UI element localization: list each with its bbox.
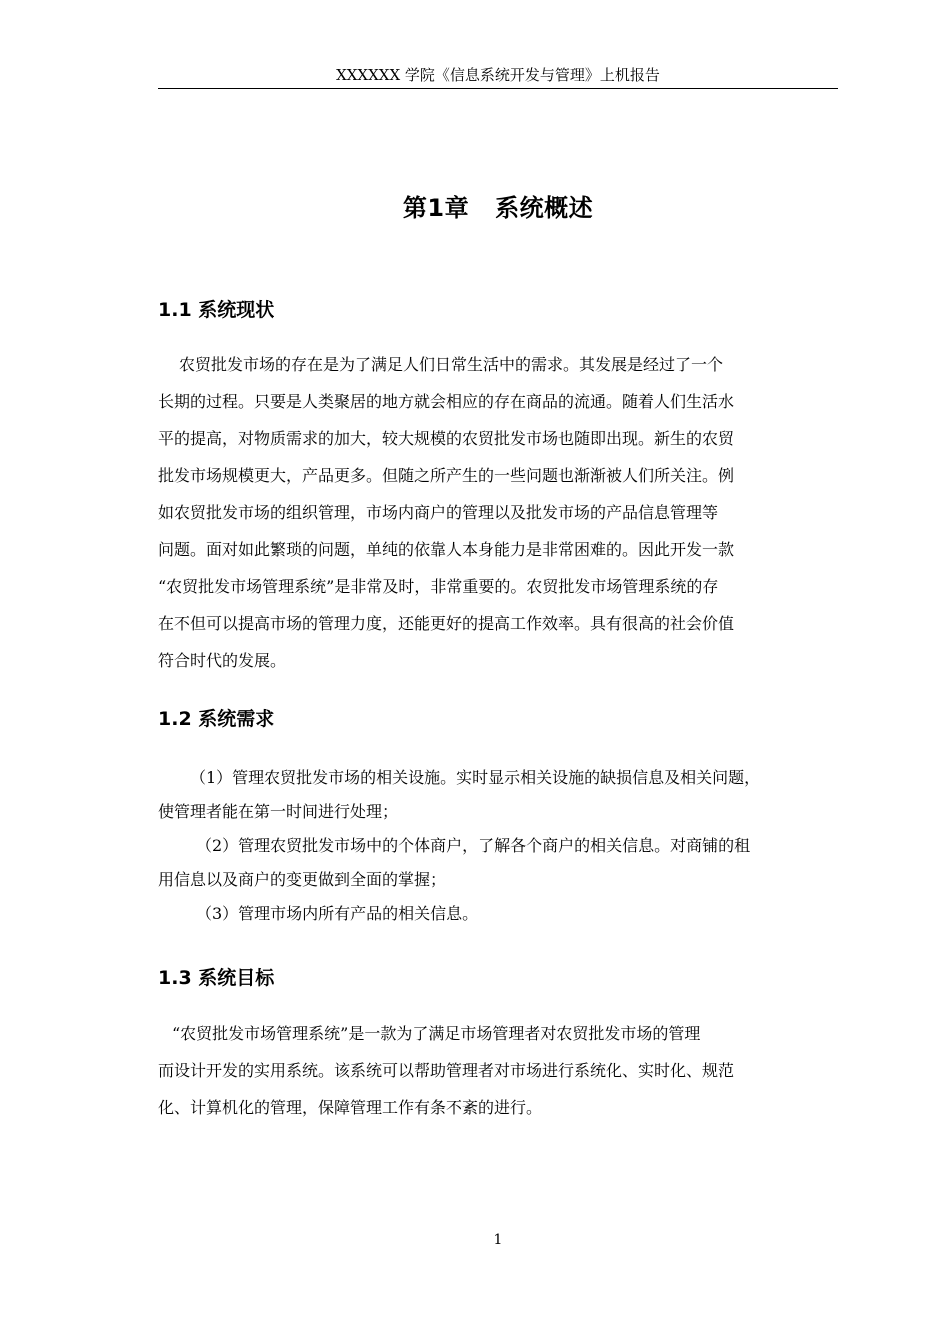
- paragraph-line: “农贸批发市场管理系统”是非常及时，非常重要的。农贸批发市场管理系统的存: [158, 577, 719, 596]
- section-heading-1-3: 1.3 系统目标: [158, 967, 275, 989]
- section-body-1-1: [158, 346, 838, 679]
- paragraph-line: 批发市场规模更大，产品更多。但随之所产生的一些问题也渐渐被人们所关注。例: [158, 466, 735, 485]
- page-number: 1: [493, 1232, 503, 1248]
- section-heading-1-1: 1.1 系统现状: [158, 299, 275, 321]
- paragraph-line: 长期的过程。只要是人类聚居的地方就会相应的存在商品的流通。随着人们生活水: [158, 392, 735, 411]
- chapter-number: 第1章: [402, 194, 470, 222]
- paragraph-line: 问题。面对如此繁琐的问题，单纯的依靠人本身能力是非常困难的。因此开发一款: [158, 540, 735, 559]
- section-body-1-2: [158, 761, 838, 931]
- header-rule: [158, 88, 838, 89]
- paragraph-line: 化、计算机化的管理，保障管理工作有条不紊的进行。: [158, 1098, 543, 1117]
- paragraph-line: 如农贸批发市场的组织管理，市场内商户的管理以及批发市场的产品信息管理等: [158, 503, 719, 522]
- chapter-name: 系统概述: [495, 194, 594, 222]
- paragraph-line: 农贸批发市场的存在是为了满足人们日常生活中的需求。其发展是经过了一个: [179, 355, 724, 374]
- paragraph-line: 平的提高，对物质需求的加大，较大规模的农贸批发市场也随即出现。新生的农贸: [158, 429, 735, 448]
- paragraph-line: 而设计开发的实用系统。该系统可以帮助管理者对市场进行系统化、实时化、规范: [158, 1061, 735, 1080]
- paragraph-line: “农贸批发市场管理系统”是一款为了满足市场管理者对农贸批发市场的管理: [172, 1024, 701, 1043]
- section-body-1-3: [158, 1015, 838, 1126]
- requirement-line: （2）管理农贸批发市场中的个体商户，了解各个商户的相关信息。对商铺的租: [196, 836, 751, 855]
- requirement-line: （1）管理农贸批发市场的相关设施。实时显示相关设施的缺损信息及相关问题，: [190, 768, 761, 787]
- section-heading-1-2: 1.2 系统需求: [158, 708, 275, 730]
- requirement-line: （3）管理市场内所有产品的相关信息。: [196, 904, 479, 923]
- requirement-line: 使管理者能在第一时间进行处理；: [158, 802, 399, 821]
- paragraph-line: 符合时代的发展。: [158, 651, 287, 670]
- chapter-title: [158, 190, 838, 226]
- paragraph-line: 在不但可以提高市场的管理力度，还能更好的提高工作效率。具有很高的社会价值: [158, 614, 735, 633]
- page-header: XXXXXX 学院《信息系统开发与管理》上机报告: [336, 66, 660, 84]
- requirement-line: 用信息以及商户的变更做到全面的掌握；: [158, 870, 447, 889]
